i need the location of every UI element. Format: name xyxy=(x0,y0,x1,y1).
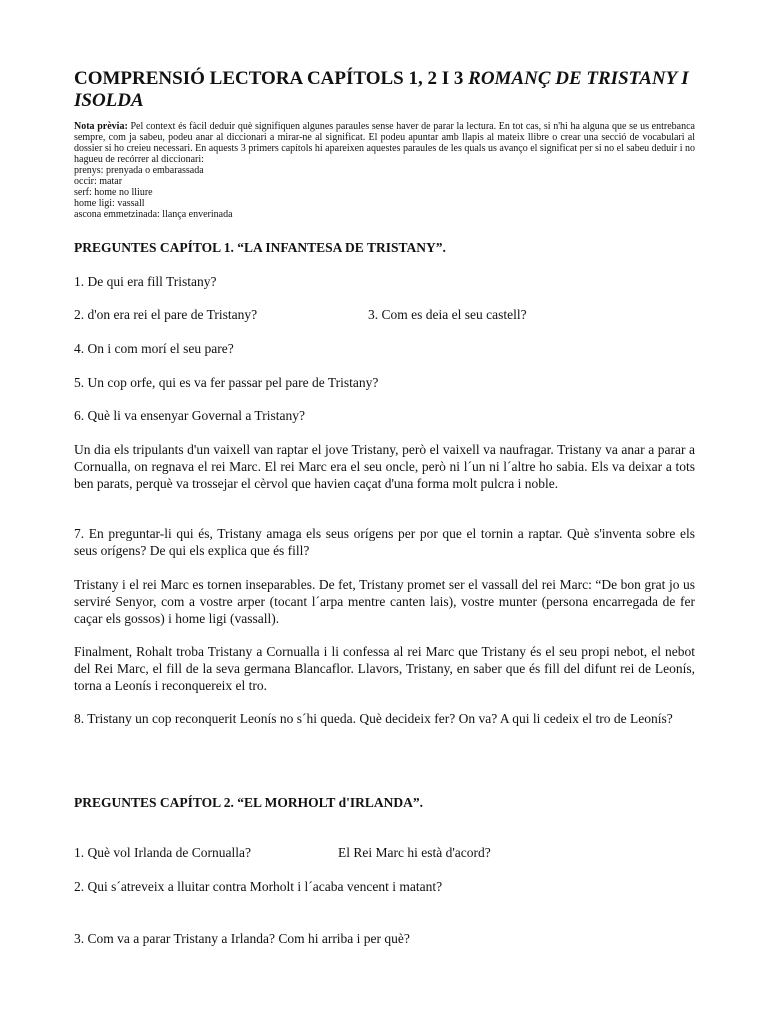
title-italic: ROMANÇ DE TRISTANY I ISOLDA xyxy=(74,68,689,111)
document-page xyxy=(74,68,695,220)
vocab-item: home ligi: vassall xyxy=(74,198,145,209)
ch1-question-8: 8. Tristany un cop reconquerit Leonís no s´hi queda. Què decideix fer? On va? A qui li cedeix el tro de Leonís? xyxy=(74,711,673,726)
chapter1-heading: PREGUNTES CAPÍTOL 1. “LA INFANTESA DE TRISTANY”. xyxy=(74,240,446,255)
ch1-question-2: 2. d'on era rei el pare de Tristany? xyxy=(74,307,258,322)
vocab-item: occir: matar xyxy=(74,176,123,187)
ch2-question-1: 1. Què vol Irlanda de Cornualla? xyxy=(74,845,251,860)
note-text: Pel context és fàcil deduir què signifiquen algunes paraules sense haver de parar la lectura. En tot cas, si n'hi ha alguna que se us entrebanca sempre, com ja sabeu, podeu anar al diccionari a mirar-ne al significat. El podeu apuntar amb llapis al mateix llibre o crear una secció de vocabulari al dossier si ho creieu necessari. En aquests 3 primers capítols hi apareixen aquestes paraules de les quals us avanço el significat per si no el sabeu deduir i no hagueu de recórrer al diccionari: xyxy=(74,121,695,165)
ch1-question-6: 6. Què li va ensenyar Governal a Tristany? xyxy=(74,408,305,423)
ch1-question-4: 4. On i com morí el seu pare? xyxy=(74,341,234,356)
ch2-question-3: 3. Com va a parar Tristany a Irlanda? Com hi arriba i per què? xyxy=(74,931,410,946)
ch1-paragraph-1: Un dia els tripulants d'un vaixell van raptar el jove Tristany, però el vaixell va naufragar. Tristany va anar a parar a Cornualla, on regnava el rei Marc. El rei Marc era el seu oncle, però ni l´un ni l´altre ho sabia. Els va deixar a tots ben parats, perquè va trossejar el cèrvol que havien caçat d'una forma molt pulcra i noble. xyxy=(74,442,695,491)
page-title xyxy=(74,68,695,112)
ch1-question-3: 3. Com es deia el seu castell? xyxy=(368,307,527,322)
ch1-paragraph-2: Tristany i el rei Marc es tornen inseparables. De fet, Tristany promet ser el vassall del rei Marc: “De bon grat jo us serviré Senyor, com a vostre arper (tocant l´arpa mentre canten lais), vostre munter (persona encarregada de fer caçar els gossos) i home ligi (vassall). xyxy=(74,577,695,626)
ch2-question-2: 2. Qui s´atreveix a lluitar contra Morholt i l´acaba vencent i matant? xyxy=(74,879,443,894)
ch1-question-1: 1. De qui era fill Tristany? xyxy=(74,274,217,289)
title-main: COMPRENSIÓ LECTORA CAPÍTOLS 1, 2 I 3 xyxy=(74,68,469,89)
ch1-question-5: 5. Un cop orfe, qui es va fer passar pel pare de Tristany? xyxy=(74,375,379,390)
vocab-item: prenys: prenyada o embarassada xyxy=(74,165,204,176)
chapter2-heading: PREGUNTES CAPÍTOL 2. “EL MORHOLT d'IRLANDA”. xyxy=(74,795,423,810)
ch1-question-7: 7. En preguntar-li qui és, Tristany amaga els seus orígens per por que el tornin a raptar. Què s'inventa sobre els seus orígens? De qui els explica que és fill? xyxy=(74,526,695,558)
note-label: Nota prèvia: xyxy=(74,121,128,132)
ch1-paragraph-3: Finalment, Rohalt troba Tristany a Cornualla i li confessa al rei Marc que Tristany és el seu propi nebot, el nebot del Rei Marc, el fill de la seva germana Blancaflor. Llavors, Tristany, en saber que és fill del difunt rei de Leonís, torna a Leonís i reconquereix el tro. xyxy=(74,644,695,693)
vocabulary-list xyxy=(74,165,695,220)
ch2-question-1b: El Rei Marc hi està d'acord? xyxy=(338,845,491,860)
vocab-item: ascona emmetzinada: llança enverinada xyxy=(74,209,233,220)
preliminary-note xyxy=(74,121,695,165)
vocab-item: serf: home no lliure xyxy=(74,187,153,198)
